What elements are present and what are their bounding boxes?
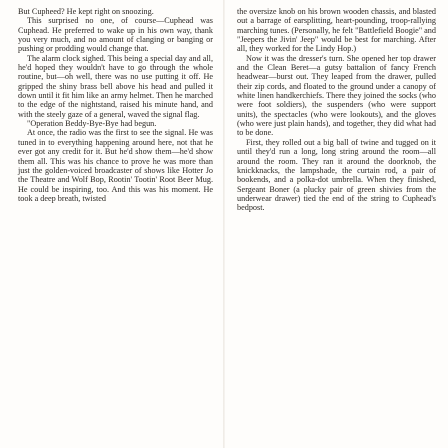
left-paragraph: This surprised no one, of course—Cuphead was Cuphead. He preferred to wake up in his own way, thank you very much, and no amount of clanging or banging or pushing or prodding would change that. (18, 16, 213, 54)
left-paragraph: "Operation Beddy-Bye-Bye had begun. (27, 119, 157, 129)
left-paragraph: At once, the radio was the first to see the signal. He was tuned in to everything happening around here, not that he ever got any credit for it. But he'd show them—he'd show them all. This was his chance to prove he was more than just the golden-voiced broadcaster of shows like Hotter Jo the Theatre and Wolf Bop, Rootin' Tootin' Root Beer Mug. He could be inspiring, too. And this was his moment. He took a deep breath, twisted (18, 128, 213, 203)
left-paragraph: The alarm clock sighed. This being a special day and all, he'd hoped they wouldn't have to go through the whole routine, but—oh well, there was no use putting it off. He gripped the shiny brass bell above his head and pulled it down until it fit him like an army helmet. Then he marched to the edge of the nightstand, raised his minute hand, and with the steely gaze of a general, waved the signal flag. (18, 53, 213, 119)
left-paragraph: But Cupheed? He kept right on snoozing. (18, 7, 154, 16)
right-page (225, 0, 448, 448)
right-paragraph: the oversize knob on his brown wooden chassis, and blasted out a barrage of earsplitting, heart-pounding, troop-rallying marching tunes. (Personally, he felt "Battlefield Boogie" and "Jeepers the Jivin' Jeep" would be best for marching. After all, they worked for the Lindy Hop.) (237, 7, 436, 54)
left-page (0, 0, 223, 448)
right-paragraph: First, they rolled out a big ball of twine and tugged on it until they'd run a long, long string around the room—all around the room. They ran it around the doorknob, the knickknacks, the lampshade, the curtain rod, a pair of bookends, and a polka-dot umbrella. When they finished, Sergeant Boner (a plucky pair of green shivies from the underwear drawer) tied the end of the string to Cuphead's bedpost. (237, 137, 436, 213)
right-paragraph: Now it was the dresser's turn. She opened her top drawer and the Clean Beret—a gutsy battalion of fancy French headwear—burst out. They leaped from the drawer, pulled their zip cords, and floated to the ground under a canopy of white linen handkerchiefs. There they joined the socks (who were foot soldiers), the suspenders (who were support units), the spectacles (who were lookouts), and the gloves (who were just plain hands), and together, they did what had to be done. (237, 53, 436, 138)
